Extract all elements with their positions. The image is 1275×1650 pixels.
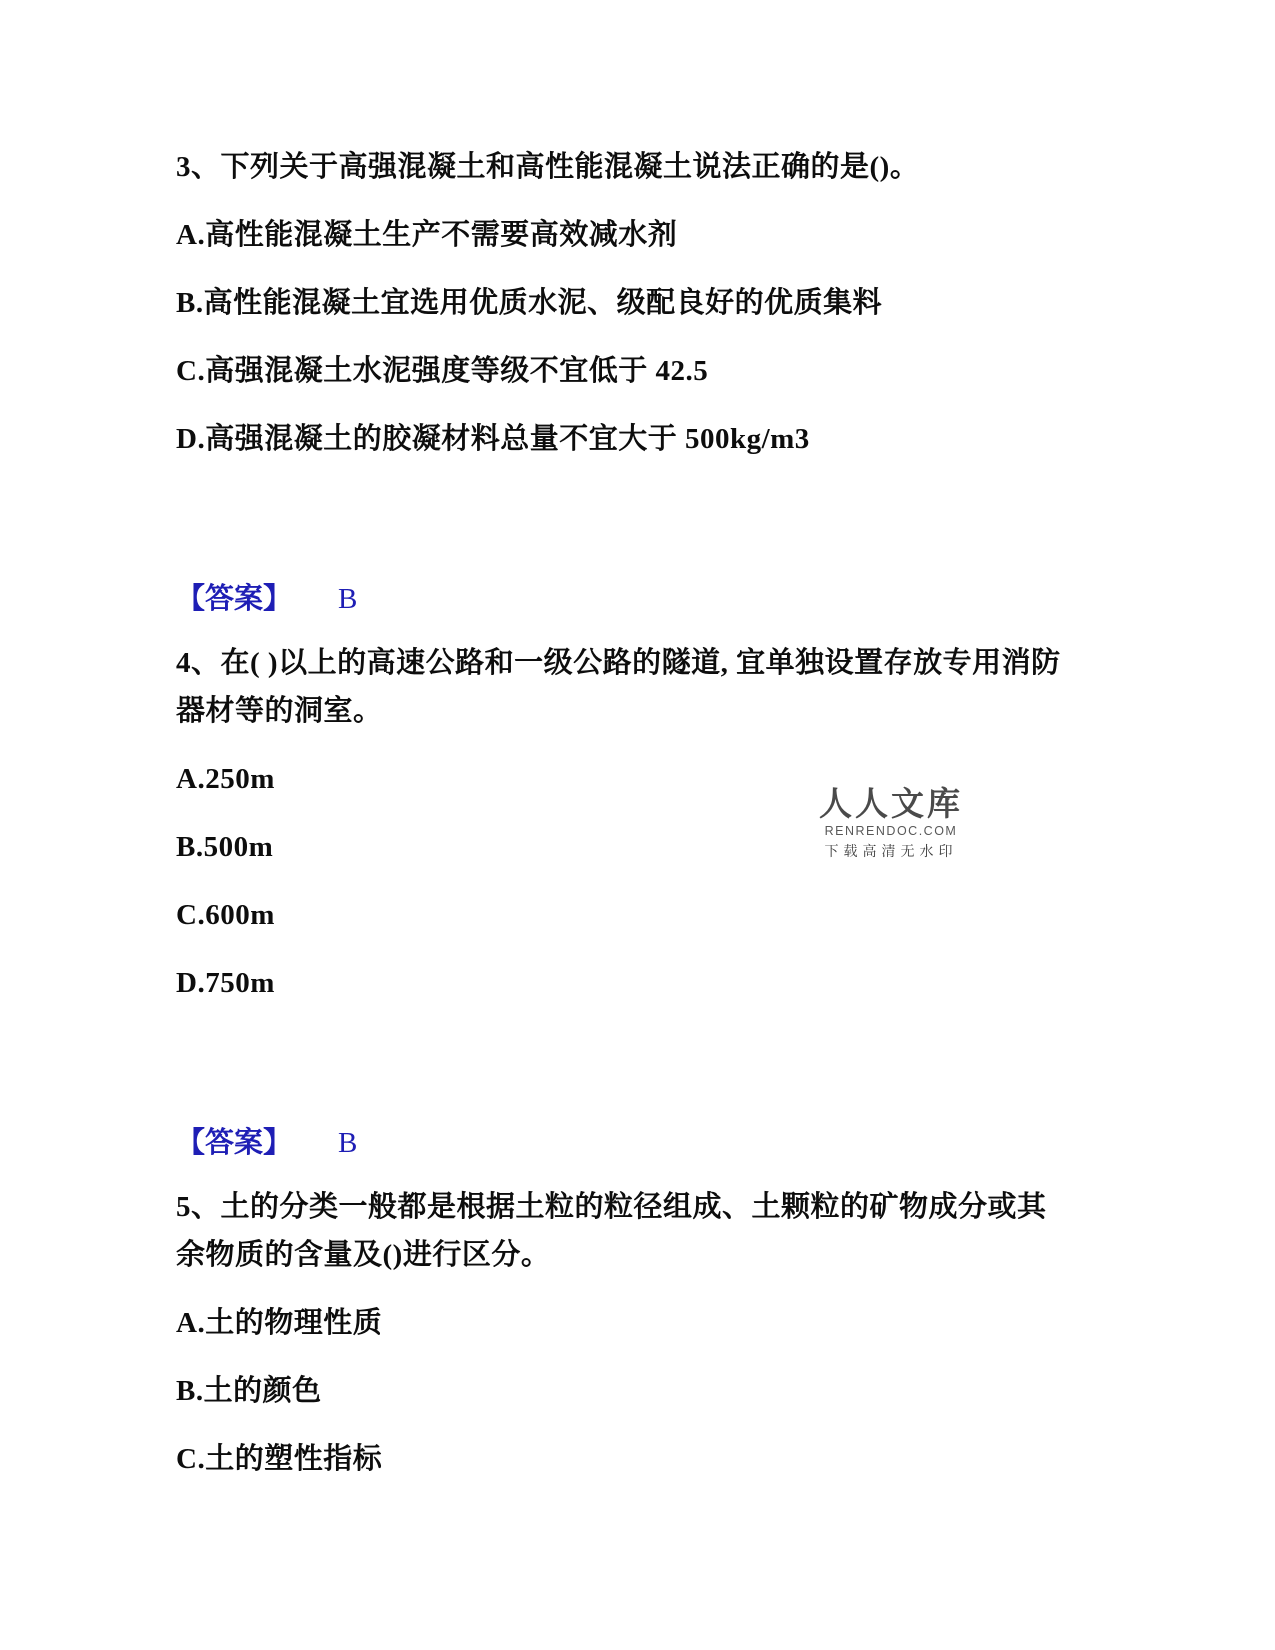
option-c: C.高强混凝土水泥强度等级不宜低于 42.5 bbox=[176, 355, 709, 387]
watermark-logo-text: 人人文库 bbox=[819, 787, 963, 823]
option-d: D.750m bbox=[176, 967, 275, 999]
option-c: C.土的塑性指标 bbox=[176, 1443, 383, 1475]
option-b: B.土的颜色 bbox=[176, 1375, 322, 1407]
option-d: D.高强混凝土的胶凝材料总量不宜大于 500kg/m3 bbox=[176, 423, 810, 455]
question-5 bbox=[176, 1183, 1066, 1483]
question-text: 5、土的分类一般都是根据土粒的粒径组成、土颗粒的矿物成分或其余物质的含量及()进行区分。 bbox=[176, 1191, 1047, 1271]
answer-row-q3 bbox=[176, 575, 1066, 623]
answer-label: 【答案】 bbox=[176, 583, 293, 615]
option-a: A.土的物理性质 bbox=[176, 1307, 383, 1339]
answer-value: B bbox=[338, 583, 358, 615]
answer-row-q4 bbox=[176, 1119, 1066, 1167]
option-b: B.高性能混凝土宜选用优质水泥、级配良好的优质集料 bbox=[176, 287, 883, 319]
option-a: A.高性能混凝土生产不需要高效减水剂 bbox=[176, 219, 678, 251]
watermark-tagline: 下载高清无水印 bbox=[824, 843, 958, 859]
option-c: C.600m bbox=[176, 899, 275, 931]
answer-value: B bbox=[338, 1127, 358, 1159]
question-3 bbox=[176, 143, 1066, 463]
option-b: B.500m bbox=[176, 831, 274, 863]
answer-label: 【答案】 bbox=[176, 1127, 293, 1159]
option-a: A.250m bbox=[176, 763, 275, 795]
question-text: 4、在( )以上的高速公路和一级公路的隧道, 宜单独设置存放专用消防器材等的洞室。 bbox=[176, 647, 1061, 727]
watermark-site-url: RENRENDOC.COM bbox=[824, 824, 958, 838]
question-text: 3、下列关于高强混凝土和高性能混凝土说法正确的是()。 bbox=[176, 151, 920, 183]
watermark bbox=[806, 786, 976, 861]
page-content bbox=[176, 0, 1066, 1483]
